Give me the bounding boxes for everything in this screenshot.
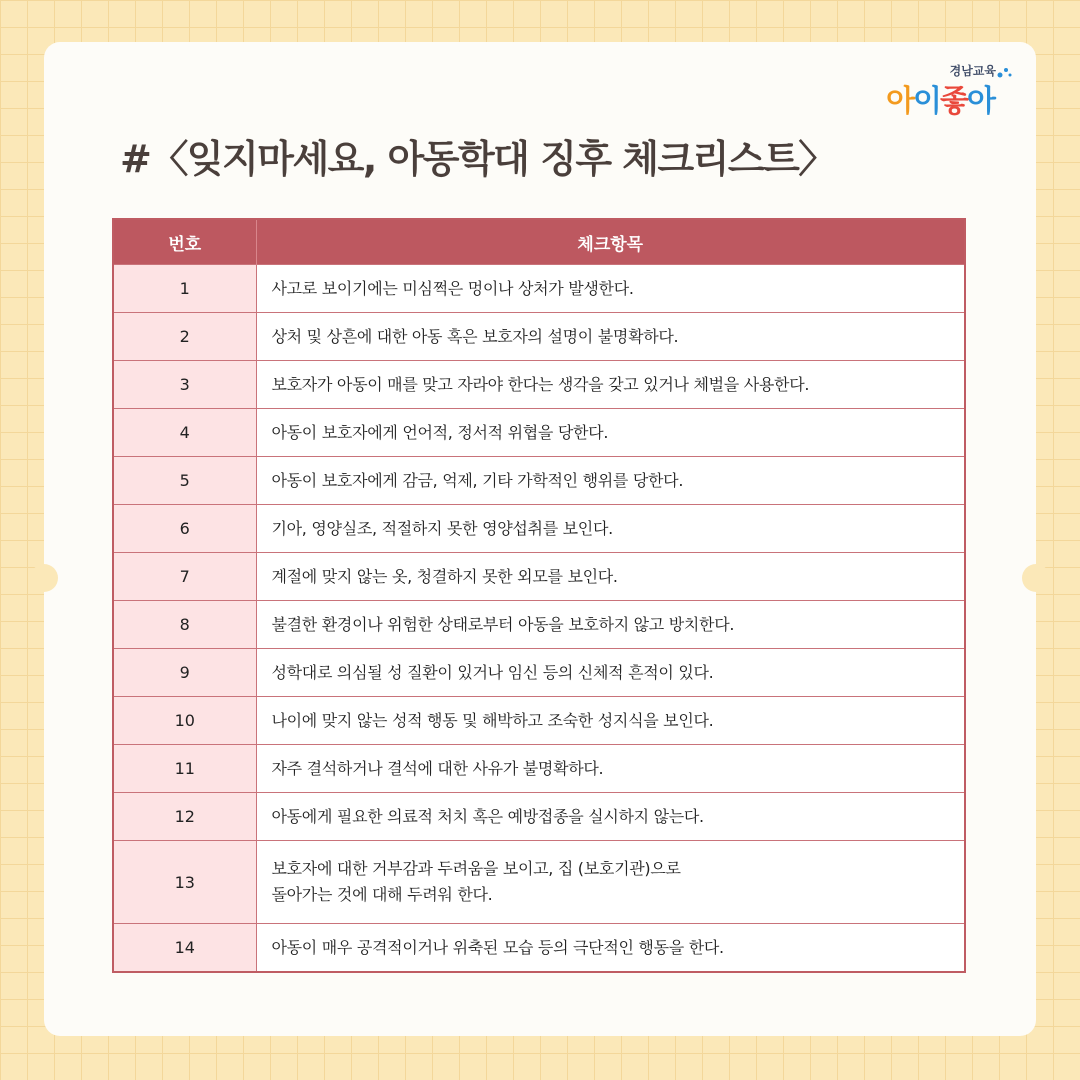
logo-char-4: 아 (967, 84, 994, 119)
card-notch-left (30, 564, 58, 592)
row-number: 7 (113, 553, 256, 601)
row-check-item-line: 보호자에 대한 거부감과 두려움을 보이고, 집 (보호기관)으로 (271, 859, 681, 878)
row-check-item: 불결한 환경이나 위험한 상태로부터 아동을 보호하지 않고 방치한다. (256, 601, 965, 649)
page-title: #〈잊지마세요, 아동학대 징후 체크리스트〉 (120, 137, 835, 181)
brand-logo (862, 62, 1012, 122)
row-check-item: 사고로 보이기에는 미심쩍은 멍이나 상처가 발생한다. (256, 265, 965, 313)
row-check-item: 계절에 맞지 않는 옷, 청결하지 못한 외모를 보인다. (256, 553, 965, 601)
table-row (113, 409, 965, 457)
logo-char-3: 좋 (940, 84, 968, 119)
table-header-row (113, 219, 965, 265)
row-check-item: 아동이 매우 공격적이거나 위축된 모습 등의 극단적인 행동을 한다. (256, 924, 965, 973)
table-row (113, 793, 965, 841)
logo-char-1: 아 (886, 84, 914, 119)
table-row (113, 601, 965, 649)
row-check-item: 보호자가 아동이 매를 맞고 자라야 한다는 생각을 갖고 있거나 체벌을 사용한다. (256, 361, 965, 409)
row-number: 4 (113, 409, 256, 457)
row-number: 11 (113, 745, 256, 793)
table-row (113, 265, 965, 313)
row-check-item: 성학대로 의심될 성 질환이 있거나 임신 등의 신체적 흔적이 있다. (256, 649, 965, 697)
row-check-item: 아동이 보호자에게 감금, 억제, 기타 가학적인 행위를 당한다. (256, 457, 965, 505)
row-check-item: 자주 결석하거나 결석에 대한 사유가 불명확하다. (256, 745, 965, 793)
table-row (113, 841, 965, 924)
row-number: 9 (113, 649, 256, 697)
row-check-item: 아동에게 필요한 의료적 처치 혹은 예방접종을 실시하지 않는다. (256, 793, 965, 841)
logo-subtitle: 경남교육 (949, 64, 996, 78)
header-number: 번호 (113, 219, 256, 265)
row-number: 10 (113, 697, 256, 745)
water-drops-icon (996, 64, 1012, 80)
row-check-item (256, 841, 965, 924)
table-row (113, 924, 965, 973)
row-check-item: 기아, 영양실조, 적절하지 못한 영양섭취를 보인다. (256, 505, 965, 553)
checklist-table (112, 218, 966, 973)
table-row (113, 457, 965, 505)
row-number: 12 (113, 793, 256, 841)
row-number: 13 (113, 841, 256, 924)
checklist-card (44, 42, 1036, 1036)
logo-char-2: 이 (913, 84, 941, 119)
row-number: 2 (113, 313, 256, 361)
table-row (113, 649, 965, 697)
row-check-item: 상처 및 상흔에 대한 아동 혹은 보호자의 설명이 불명확하다. (256, 313, 965, 361)
row-check-item: 아동이 보호자에게 언어적, 정서적 위협을 당한다. (256, 409, 965, 457)
table-row (113, 553, 965, 601)
logo-wordmark (886, 76, 994, 120)
table-row (113, 745, 965, 793)
header-check-item: 체크항목 (256, 219, 965, 265)
row-number: 6 (113, 505, 256, 553)
row-number: 5 (113, 457, 256, 505)
table-row (113, 313, 965, 361)
table-row (113, 361, 965, 409)
row-check-item: 나이에 맞지 않는 성적 행동 및 해박하고 조숙한 성지식을 보인다. (256, 697, 965, 745)
row-number: 3 (113, 361, 256, 409)
row-number: 8 (113, 601, 256, 649)
row-number: 14 (113, 924, 256, 973)
row-number: 1 (113, 265, 256, 313)
table-row (113, 697, 965, 745)
row-check-item-line: 돌아가는 것에 대해 두려워 한다. (271, 885, 493, 904)
table-row (113, 505, 965, 553)
card-notch-right (1022, 564, 1050, 592)
